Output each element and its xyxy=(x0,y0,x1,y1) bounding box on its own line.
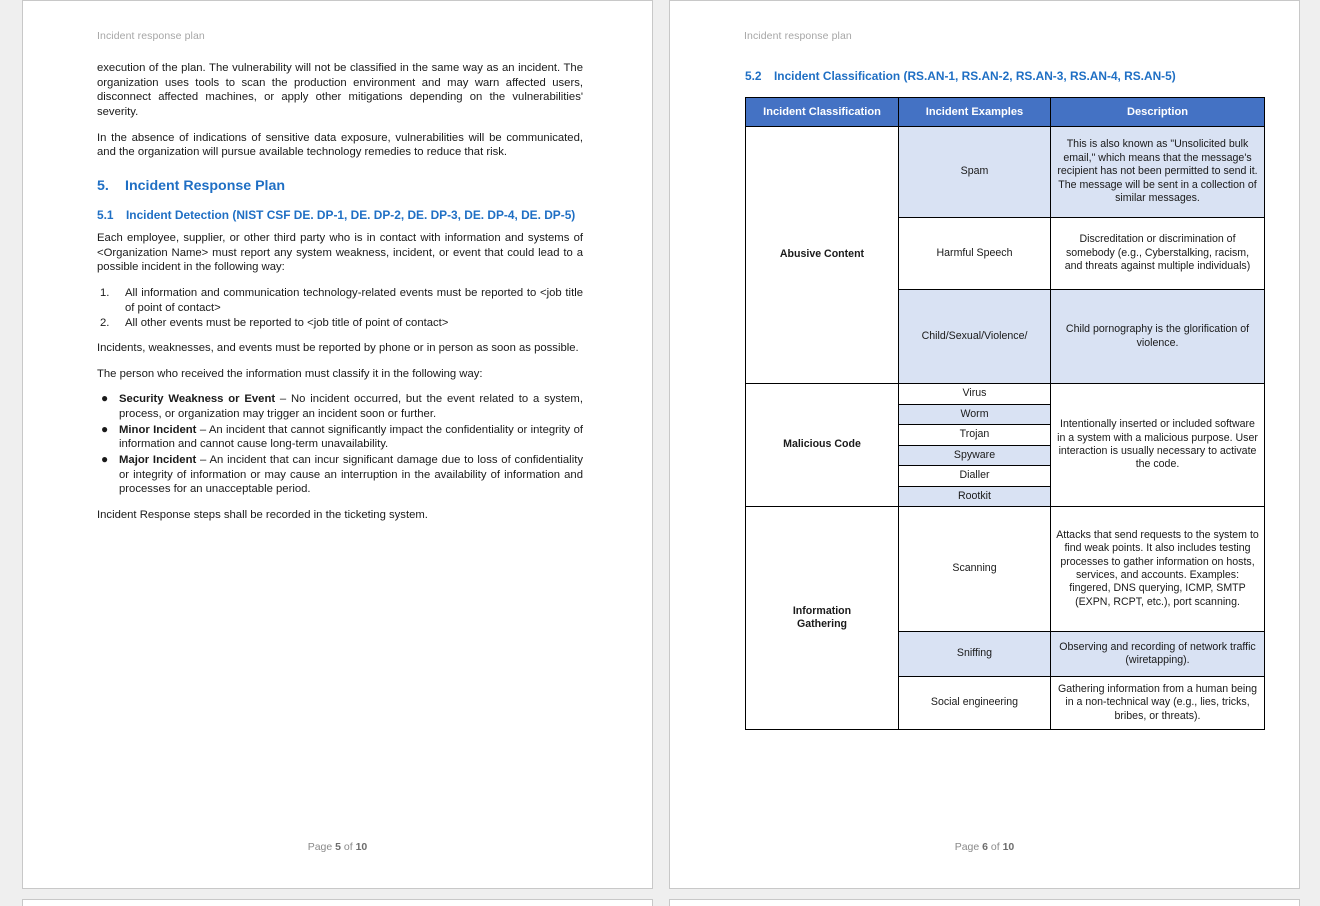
column-header-description: Description xyxy=(1051,98,1265,127)
subheading-text: Incident Detection (NIST CSF DE. DP-1, DE. DP-2, DE. DP-3, DE. DP-4, DE. DP-5) xyxy=(126,208,576,223)
category-label-line2: Gathering xyxy=(796,618,848,630)
example-cell: Scanning xyxy=(899,507,1051,632)
list-item-text: – An incident that cannot significantly impact the confidentiality or integrity of information and cannot cause long-term unavailability. xyxy=(119,423,583,451)
footer-total-pages: 10 xyxy=(355,841,368,853)
paragraph-person-who-received: The person who received the information must classify it in the following way: xyxy=(97,367,483,380)
bullet-icon: ● xyxy=(101,452,109,467)
page-5-content xyxy=(97,61,583,534)
description-cell-merged: Intentionally inserted or included software in a system with a malicious purpose. User interaction is usually necessary to activate the code. xyxy=(1051,384,1265,507)
bullet-icon: ● xyxy=(101,391,109,406)
table-row xyxy=(746,127,1265,218)
list-marker: 1. xyxy=(100,287,110,300)
document-page-6[interactable] xyxy=(669,0,1300,889)
bullet-icon: ● xyxy=(101,421,109,436)
list-item-text: All other events must be reported to <job title of point of contact> xyxy=(125,317,449,330)
heading-incident-classification xyxy=(745,69,1245,83)
document-page-8-partial[interactable] xyxy=(669,899,1300,906)
column-header-incident-classification: Incident Classification xyxy=(746,98,899,127)
page-footer-left xyxy=(23,841,652,853)
example-cell: Social engineering xyxy=(899,677,1051,730)
list-item-text: All information and communication technology-related events must be reported to <job title of point of contact> xyxy=(125,287,583,314)
list-item xyxy=(97,286,583,315)
table-row xyxy=(746,384,1265,405)
category-label-line1: Information xyxy=(792,604,852,617)
category-cell-information-gathering xyxy=(746,507,899,730)
description-cell: Observing and recording of network traffic (wiretapping). xyxy=(1051,632,1265,677)
table-header-row xyxy=(746,98,1265,127)
table-row xyxy=(746,507,1265,632)
example-cell: Rootkit xyxy=(899,486,1051,507)
paragraph-incident-response-steps: Incident Response steps shall be recorded in the ticketing system. xyxy=(97,509,428,522)
paragraph-each-employee: Each employee, supplier, or other third party who is in contact with information and systems of <Organization Name> must report any system weakness, incident, or event that could lead to a possible incident in the following way: xyxy=(97,232,583,274)
footer-mid: of xyxy=(341,841,356,853)
page-footer-right xyxy=(670,841,1299,853)
example-cell: Harmful Speech xyxy=(899,218,1051,290)
heading-number: 5. xyxy=(97,178,109,195)
example-cell: Trojan xyxy=(899,425,1051,446)
running-head-right: Incident response plan xyxy=(744,30,852,42)
list-item xyxy=(97,392,583,421)
description-cell: Gathering information from a human being in a non-technical way (e.g., lies, tricks, bribes, or threats). xyxy=(1051,677,1265,730)
list-item xyxy=(97,316,583,331)
footer-prefix: Page xyxy=(307,841,336,853)
description-cell: Discreditation or discrimination of somebody (e.g., Cyberstalking, racism, and threats against multiple individuals) xyxy=(1051,218,1265,290)
example-cell: Child/Sexual/Violence/ xyxy=(899,290,1051,384)
paragraph-incidents-weaknesses: Incidents, weaknesses, and events must be reported by phone or in person as soon as possible. xyxy=(97,342,579,355)
footer-page-number: 6 xyxy=(982,841,988,853)
list-marker: 2. xyxy=(100,317,110,330)
list-item-term: Security Weakness or Event xyxy=(119,393,276,406)
footer-mid: of xyxy=(988,841,1003,853)
document-page-5[interactable] xyxy=(22,0,653,889)
example-cell: Spam xyxy=(899,127,1051,218)
paragraph-absence-of-indications: In the absence of indications of sensitive data exposure, vulnerabilities will be communicated, and the organization will pursue available technology remedies to reduce that risk. xyxy=(97,131,583,159)
list-item-text: – An incident that can incur significant damage due to loss of confidentiality or integrity of information or may cause an interruption in the availability of information and processes for an unacceptable period. xyxy=(119,454,583,496)
example-cell: Sniffing xyxy=(899,632,1051,677)
list-item-term: Minor Incident xyxy=(119,423,197,436)
description-cell: Child pornography is the glorification of violence. xyxy=(1051,290,1265,384)
footer-page-number: 5 xyxy=(335,841,341,853)
paragraph-execution-of-plan: execution of the plan. The vulnerability will not be classified in the same way as an incident. The organization uses tools to scan the production environment and may warn affected users, disconnect affected machines, or apply other mitigations depending on the vulnerabilities' severity. xyxy=(97,62,583,119)
example-cell: Dialler xyxy=(899,466,1051,487)
subheading-number: 5.2 xyxy=(745,69,762,83)
heading-text: Incident Response Plan xyxy=(125,178,286,195)
running-head-left: Incident response plan xyxy=(97,30,205,42)
list-item xyxy=(97,453,583,497)
category-cell-malicious-code: Malicious Code xyxy=(746,384,899,507)
description-cell: This is also known as "Unsolicited bulk email," which means that the message's recipient has not been permitted to send it. The message will be sent in a collection of similar messages. xyxy=(1051,127,1265,218)
list-item xyxy=(97,423,583,452)
list-item-term: Major Incident xyxy=(119,454,197,467)
list-item-text: – No incident occurred, but the event related to a system, process, or organization may trigger an incident soon or further. xyxy=(119,393,583,421)
heading-incident-response-plan xyxy=(97,178,583,194)
description-cell: Attacks that send requests to the system to find weak points. It also includes testing processes to gather information on hosts, services, and accounts. Examples: fingered, DNS querying, ICMP, SMTP (EXPN, RCPT, etc.), port scanning. xyxy=(1051,507,1265,632)
heading-incident-detection xyxy=(97,208,583,222)
classification-bullet-list xyxy=(97,392,583,497)
reporting-numbered-list xyxy=(97,286,583,331)
footer-total-pages: 10 xyxy=(1002,841,1015,853)
subheading-text: Incident Classification (RS.AN-1, RS.AN-2, RS.AN-3, RS.AN-4, RS.AN-5) xyxy=(774,69,1176,83)
example-cell: Spyware xyxy=(899,445,1051,466)
subheading-number: 5.1 xyxy=(97,208,114,223)
footer-prefix: Page xyxy=(954,841,983,853)
example-cell: Worm xyxy=(899,404,1051,425)
incident-classification-table xyxy=(745,97,1265,730)
column-header-incident-examples: Incident Examples xyxy=(899,98,1051,127)
example-cell: Virus xyxy=(899,384,1051,405)
category-cell-abusive-content: Abusive Content xyxy=(746,127,899,384)
document-page-7-partial[interactable] xyxy=(22,899,653,906)
